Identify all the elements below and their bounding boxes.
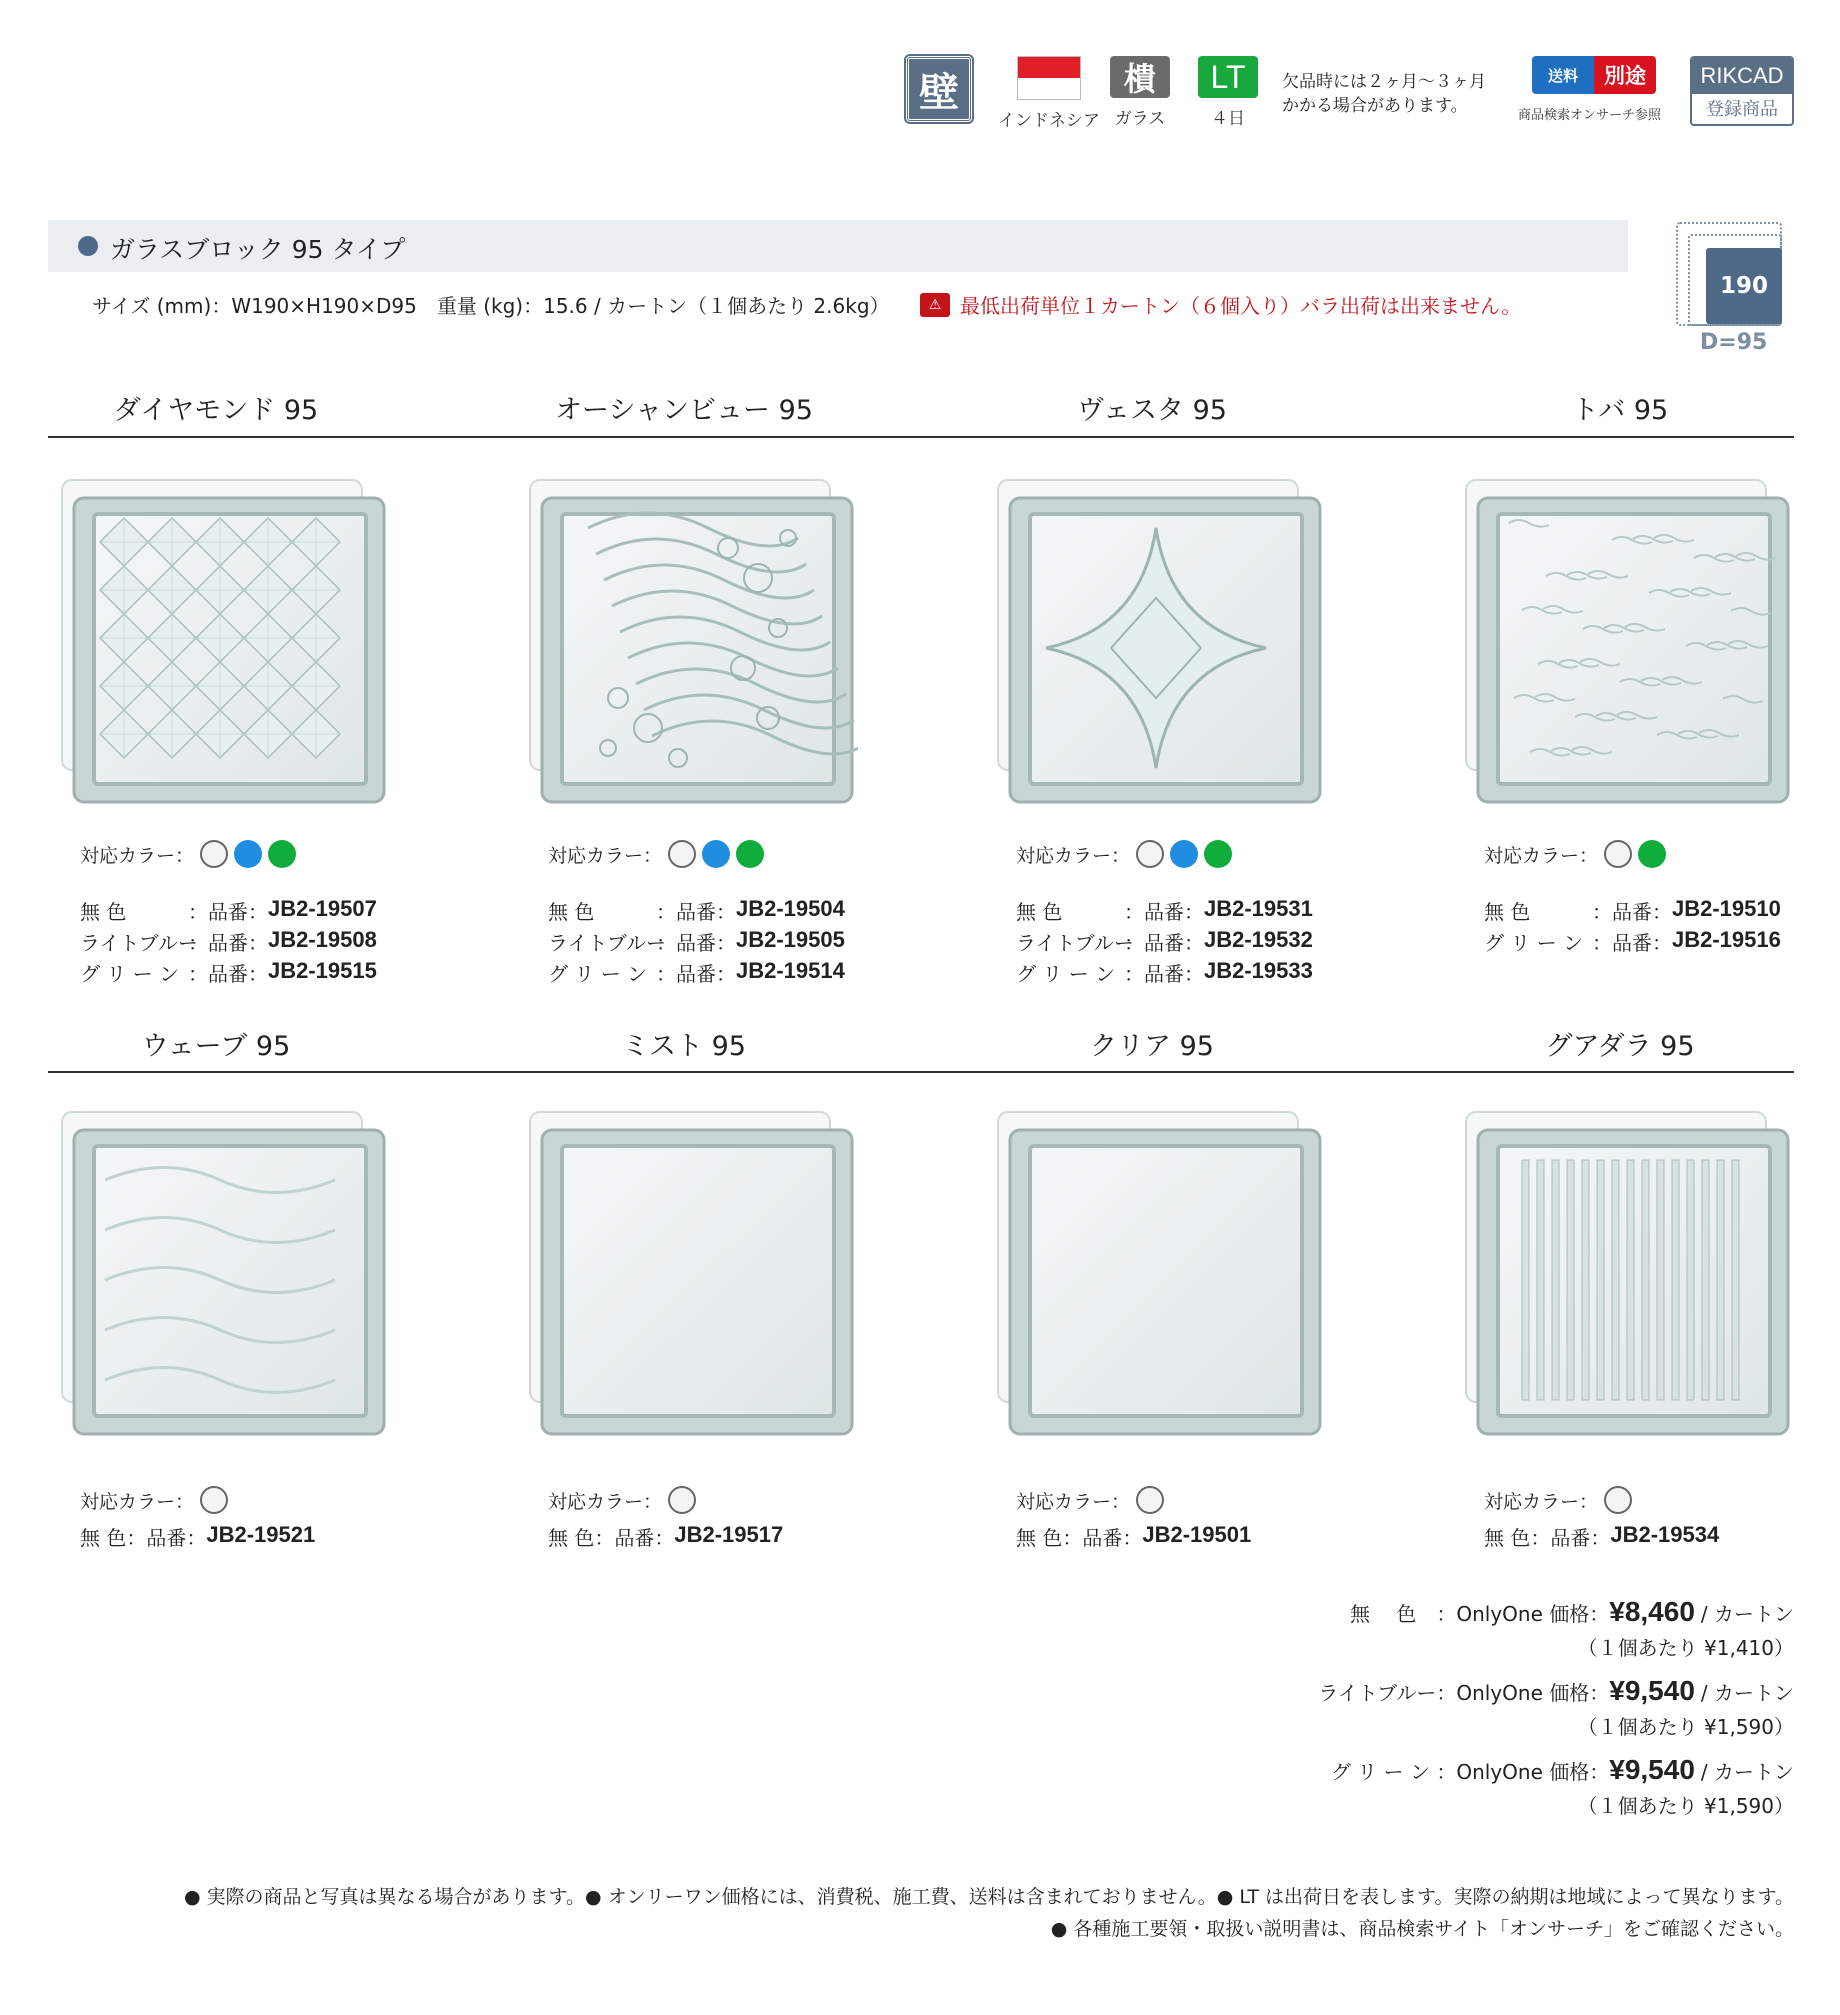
code-separator: ：品番： [188,962,268,986]
product-code-row [1016,927,1313,958]
product-code-row [80,927,377,958]
product-photo [1464,1110,1794,1444]
section-header [48,220,1628,272]
product-photo [60,478,390,812]
bullet-dot-icon [78,236,98,256]
footnote-2: ● 各種施工要領・取扱い説明書は、商品検索サイト「オンサーチ」をご確認ください。 [1050,1918,1794,1940]
code-separator: ：品番： [188,900,268,924]
shipping-note: 商品検索オンサーチ参照 [1518,108,1662,123]
code-separator: ：品番： [1124,900,1204,924]
product-title: ミスト 95 [622,1031,746,1062]
color-swatch-clear-icon [668,840,696,868]
available-colors [80,840,296,868]
product-title: ウェーブ 95 [141,1031,291,1062]
product-code-row [1484,927,1781,958]
lt-icon: LT [1198,56,1258,98]
product-codes [548,1522,783,1553]
rikcad-title: RIKCAD [1692,58,1792,94]
color-name: ライトブルー [80,931,198,955]
product-code: JB2-19505 [736,927,845,952]
product-codes [1016,1522,1251,1553]
code-separator: ：品番： [656,962,736,986]
color-swatch-clear-icon [1604,840,1632,868]
available-colors-label: 対応カラー： [548,1490,663,1513]
product-code: JB2-19514 [736,958,845,983]
available-colors-label: 対応カラー： [1484,844,1599,867]
price-label: OnlyOne 価格： [1456,1760,1610,1784]
product-title: ヴェスタ 95 [1077,395,1227,426]
shipping-badge [1532,56,1656,94]
color-name: 無 色 [80,900,127,924]
available-colors [80,1486,228,1514]
product-title: クリア 95 [1090,1031,1214,1062]
product-code-row [548,927,845,958]
price-unit: / カートン [1700,1602,1794,1626]
code-separator: ：品番： [1062,1526,1143,1550]
row-2-divider [48,1071,1794,1073]
product-code-row [1484,896,1781,927]
color-swatch-clear-icon [200,1486,228,1514]
country-label: インドネシア [998,111,1100,131]
lt-note-line-2: かかる場合があります。 [1282,96,1468,116]
price-unit: / カートン [1700,1681,1794,1705]
color-name: グ リ ー ン [548,962,648,986]
price-unit: / カートン [1700,1760,1794,1784]
code-separator: ：品番： [1530,1526,1611,1550]
code-separator: ：品番： [1124,962,1204,986]
code-separator: ：品番： [1592,900,1672,924]
product-codes [80,896,377,989]
price-block [1331,1754,1794,1819]
product-code-row [1016,896,1313,927]
product-code: JB2-19504 [736,896,845,921]
product-code: JB2-19533 [1204,958,1313,983]
color-name: 無 色 [1016,900,1063,924]
product-code: JB2-19517 [674,1522,784,1547]
color-name: 無 色 [548,1526,595,1550]
color-swatch-clear-icon [1136,840,1164,868]
lt-note-line-1: 欠品時には２ヶ月〜３ヶ月 [1282,72,1486,92]
code-separator: ：品番： [594,1526,675,1550]
color-swatch-blue-icon [234,840,262,868]
color-swatch-green-icon [1204,840,1232,868]
price-line [1331,1754,1794,1786]
color-swatch-blue-icon [1170,840,1198,868]
product-codes [1484,1522,1719,1553]
product-codes [80,1522,315,1553]
row-1-divider [48,436,1794,438]
color-swatch-clear-icon [1604,1486,1632,1514]
product-title: ダイヤモンド 95 [113,395,319,426]
glass-block-image [60,478,390,808]
code-separator: ：品番： [126,1526,207,1550]
code-separator: ：品番： [1592,931,1672,955]
color-swatch-green-icon [736,840,764,868]
glass-block-image [60,1110,390,1440]
indonesia-flag-icon [1017,56,1081,100]
lt-days-label: ４日 [1211,109,1245,129]
warning-text [920,290,1521,319]
warning-triangle-icon: ⚠ [920,293,950,317]
product-code: JB2-19521 [206,1522,316,1547]
price-color: 無 色 ： [1350,1602,1457,1626]
available-colors-label: 対応カラー： [80,1490,195,1513]
product-code-row [548,1522,783,1553]
color-swatch-green-icon [268,840,296,868]
available-colors-label: 対応カラー： [80,844,195,867]
color-swatch-clear-icon [1136,1486,1164,1514]
color-name: 無 色 [1484,900,1531,924]
available-colors [1484,840,1666,868]
product-code-row [80,896,377,927]
color-swatch-green-icon [1638,840,1666,868]
product-title: グアダラ 95 [1545,1031,1695,1062]
product-photo [528,478,858,812]
color-name: 無 色 [80,1526,127,1550]
color-name: グ リ ー ン [1484,931,1584,955]
available-colors [1016,840,1232,868]
country-badge [998,56,1100,131]
glass-block-image [528,1110,858,1440]
wall-badge [906,56,972,122]
product-photo [60,1110,390,1444]
product-code: JB2-19532 [1204,927,1313,952]
color-swatch-blue-icon [702,840,730,868]
product-code-row [80,1522,315,1553]
product-code-row [80,958,377,989]
color-name: 無 色 [548,900,595,924]
price-block [1318,1675,1794,1740]
price-per-unit: （１個あたり ¥1,410） [1577,1636,1794,1660]
color-name: グ リ ー ン [1016,962,1116,986]
product-photo [528,1110,858,1444]
price-line [1350,1596,1794,1628]
product-code: JB2-19515 [268,958,377,983]
color-name: 無 色 [1016,1526,1063,1550]
glass-block-image [1464,1110,1794,1440]
product-title: トバ 95 [1571,395,1669,426]
price-amount: ¥8,460 [1609,1596,1695,1627]
available-colors-label: 対応カラー： [548,844,663,867]
product-photo [996,1110,1326,1444]
color-swatch-clear-icon [668,1486,696,1514]
product-code-row [548,896,845,927]
product-code: JB2-19516 [1672,927,1781,952]
product-code: JB2-19510 [1672,896,1781,921]
product-code: JB2-19501 [1142,1522,1252,1547]
code-separator: ：品番： [1124,931,1204,955]
available-colors [548,840,764,868]
product-codes [1484,896,1781,958]
dimension-depth-label: D=95 [1700,330,1768,355]
section-title: ガラスブロック 95 タイプ [110,235,406,264]
wall-icon: 壁 [906,56,972,122]
available-colors-label: 対応カラー： [1016,844,1131,867]
product-photo [1464,478,1794,812]
price-color: グ リ ー ン ： [1330,1760,1457,1784]
available-colors [548,1486,696,1514]
glass-block-image [996,478,1326,808]
glass-block-image [528,478,858,808]
product-code-row [1016,1522,1251,1553]
product-code: JB2-19534 [1610,1522,1720,1547]
code-separator: ：品番： [656,931,736,955]
product-codes [1016,896,1313,989]
price-amount: ¥9,540 [1609,1754,1695,1785]
dimension-size-label: 190 [1706,248,1782,324]
material-label: ガラス [1114,109,1166,129]
product-code-row [1016,958,1313,989]
color-name: ライトブルー [1016,931,1134,955]
color-name: グ リ ー ン [80,962,180,986]
price-amount: ¥9,540 [1609,1675,1695,1706]
price-label: OnlyOne 価格： [1456,1602,1610,1626]
glass-block-image [996,1110,1326,1440]
lt-badge [1198,56,1258,129]
price-label: OnlyOne 価格： [1456,1681,1610,1705]
product-code: JB2-19531 [1204,896,1313,921]
shipping-truck-icon: 送料 [1532,56,1594,94]
available-colors-label: 対応カラー： [1484,1490,1599,1513]
shipping-separate-label: 別途 [1594,56,1656,94]
price-per-unit: （１個あたり ¥1,590） [1577,1715,1794,1739]
product-codes [548,896,845,989]
available-colors [1016,1486,1164,1514]
color-swatch-clear-icon [200,840,228,868]
price-color: ライトブルー： [1318,1681,1457,1705]
product-code: JB2-19508 [268,927,377,952]
glass-material-icon: 樻 [1110,56,1170,98]
footnote-1: ● 実際の商品と写真は異なる場合があります。● オンリーワン価格には、消費税、施工費、送料は含まれておりません。● LT は出荷日を表します。実際の納期は地域によって異なります。 [183,1886,1794,1908]
warning-message: 最低出荷単位１カートン（６個入り）バラ出荷は出来ません。 [960,294,1522,318]
product-code-row [548,958,845,989]
product-photo [996,478,1326,812]
color-name: 無 色 [1484,1526,1531,1550]
price-block [1350,1596,1794,1661]
rikcad-badge [1690,56,1794,126]
code-separator: ：品番： [188,931,268,955]
rikcad-sub: 登録商品 [1706,99,1778,120]
price-per-unit: （１個あたり ¥1,590） [1577,1794,1794,1818]
spec-text: サイズ (mm)：W190×H190×D95 重量 (kg)：15.6 / カートン（１個あたり 2.6kg） [92,294,890,318]
product-code: JB2-19507 [268,896,377,921]
product-title: オーシャンビュー 95 [555,395,813,426]
lt-note [1282,70,1486,118]
available-colors-label: 対応カラー： [1016,1490,1131,1513]
code-separator: ：品番： [656,900,736,924]
glass-block-image [1464,478,1794,808]
price-line [1318,1675,1794,1707]
available-colors [1484,1486,1632,1514]
product-code-row [1484,1522,1719,1553]
color-name: ライトブルー [548,931,666,955]
material-badge [1110,56,1170,129]
